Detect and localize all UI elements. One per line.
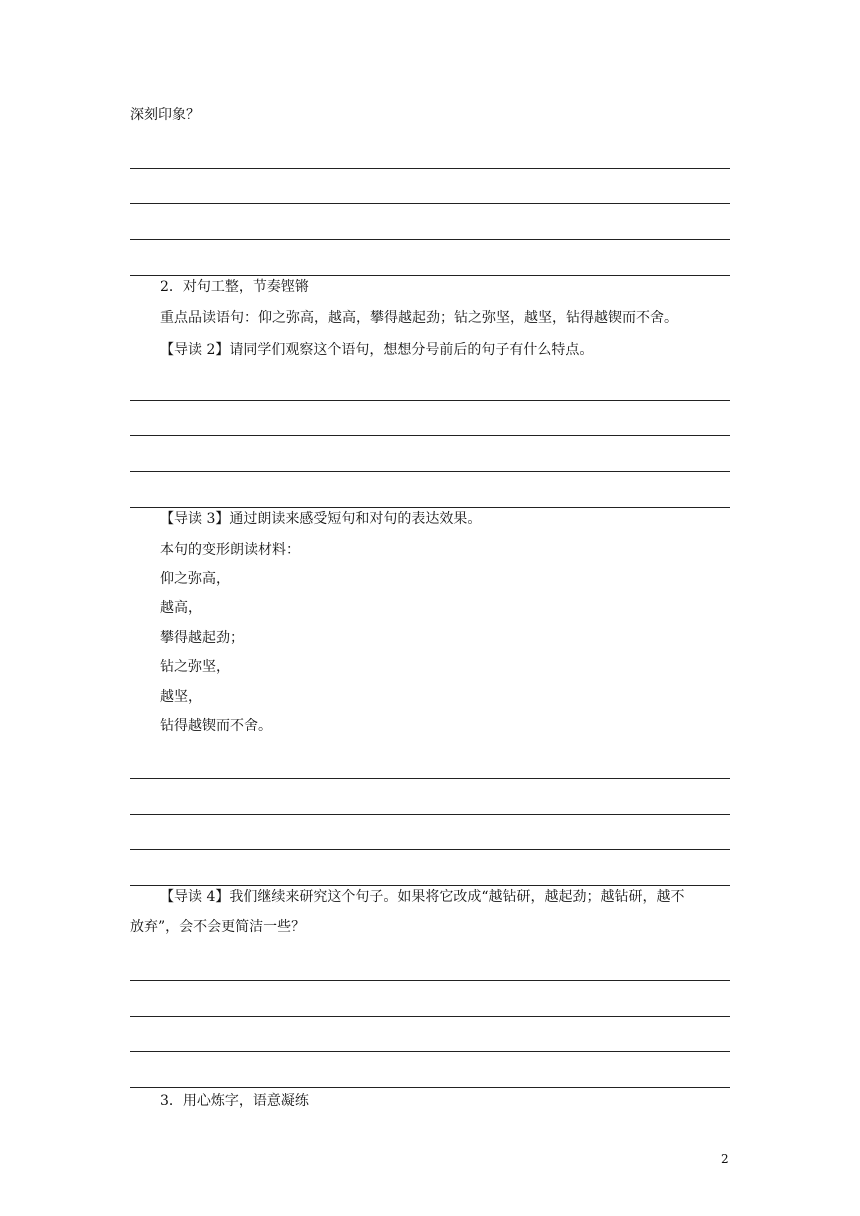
reading-line: 仰之弥高， (160, 571, 230, 587)
answer-line (130, 507, 730, 508)
answer-line (130, 168, 730, 169)
focus-sentence: 重点品读语句：仰之弥高，越高，攀得越起劲；钻之弥坚，越坚，钻得越锲而不舍。 (160, 310, 678, 326)
answer-line (130, 778, 730, 779)
page-number: 2 (721, 1152, 729, 1166)
answer-line (130, 435, 730, 436)
guide-4-line-1: 【导读 4】我们继续来研究这个句子。如果将它改成“越钻研，越起劲；越钻研，越不 (160, 889, 685, 905)
guide-3: 【导读 3】通过朗读来感受短句和对句的表达效果。 (160, 511, 482, 527)
answer-line (130, 400, 730, 401)
answer-line (130, 471, 730, 472)
answer-line (130, 1087, 730, 1088)
answer-line (130, 885, 730, 886)
guide-4-line-2: 放弃”，会不会更简洁一些？ (130, 919, 306, 935)
reading-material-label: 本句的变形朗读材料： (160, 542, 300, 558)
reading-line: 钻得越锲而不舍。 (160, 718, 272, 734)
reading-line: 越高， (160, 600, 202, 616)
answer-line (130, 1051, 730, 1052)
answer-line (130, 1016, 730, 1017)
reading-line: 越坚， (160, 689, 202, 705)
answer-line (130, 239, 730, 240)
answer-line (130, 849, 730, 850)
answer-line (130, 814, 730, 815)
answer-line (130, 275, 730, 276)
continuation-text: 深刻印象？ (130, 107, 200, 123)
section-heading-3: 3．用心炼字，语意凝练 (160, 1093, 309, 1109)
section-heading-2: 2．对句工整，节奏铿锵 (160, 279, 309, 295)
guide-2: 【导读 2】请同学们观察这个语句，想想分号前后的句子有什么特点。 (160, 342, 594, 358)
reading-line: 攀得越起劲； (160, 630, 244, 646)
answer-line (130, 980, 730, 981)
reading-line: 钻之弥坚， (160, 659, 230, 675)
answer-line (130, 203, 730, 204)
